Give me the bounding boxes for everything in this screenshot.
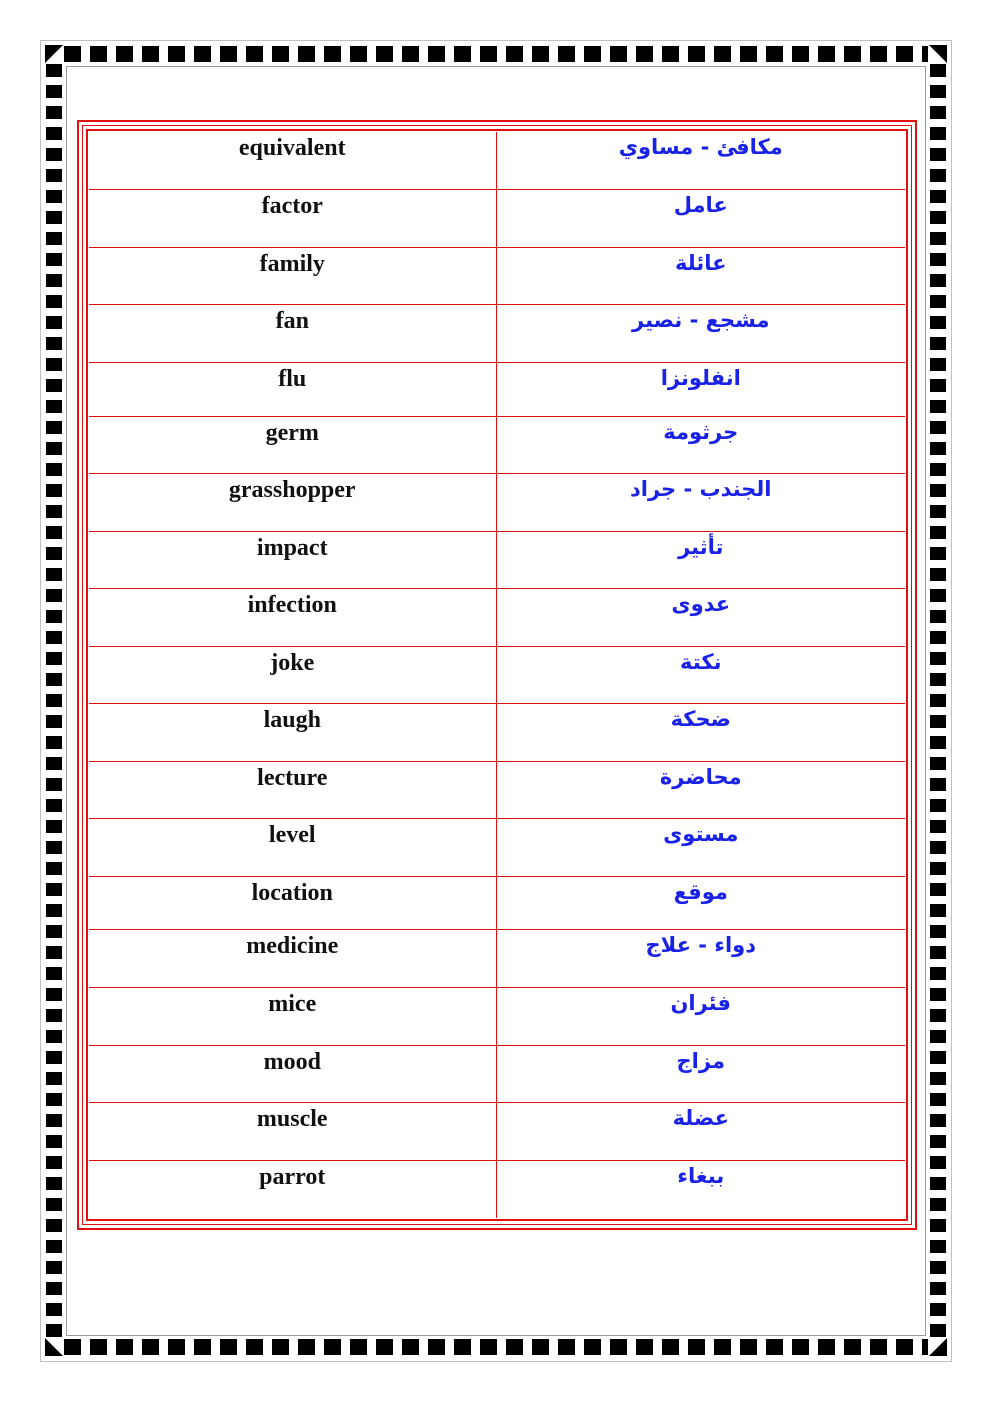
table-row [89, 1045, 905, 1102]
english-word: lecture [257, 764, 328, 791]
table-row [89, 473, 905, 531]
english-word: location [251, 879, 333, 906]
table-row [89, 818, 905, 876]
arabic-translation-cell [496, 473, 905, 531]
table-row [89, 132, 905, 189]
table-row [89, 761, 905, 818]
english-word-cell [89, 132, 496, 189]
arabic-translation: مستوى [663, 821, 739, 846]
arabic-translation-cell [496, 987, 905, 1045]
arabic-translation-cell [496, 1045, 905, 1102]
english-word-cell [89, 1160, 496, 1218]
arabic-translation-cell [496, 132, 905, 189]
english-word: equivalent [238, 135, 346, 161]
english-word-cell [89, 362, 496, 416]
arabic-translation-cell [496, 1160, 905, 1218]
english-word-cell [89, 929, 496, 987]
table-row [89, 703, 905, 761]
table-row [89, 1102, 905, 1160]
arabic-translation-cell [496, 876, 905, 929]
arabic-translation: عدوى [671, 591, 731, 616]
english-word-cell [89, 588, 496, 646]
arabic-translation: ضحكة [670, 706, 731, 731]
table-row [89, 987, 905, 1045]
english-word: infection [247, 591, 337, 618]
arabic-translation-cell [496, 1102, 905, 1160]
english-word: mood [263, 1048, 321, 1075]
arabic-translation-cell [496, 362, 905, 416]
english-word-cell [89, 646, 496, 703]
arabic-translation: موقع [673, 879, 728, 904]
arabic-translation: عائلة [675, 250, 727, 275]
arabic-translation: نكتة [680, 649, 722, 674]
english-word: grasshopper [228, 476, 356, 503]
table-row [89, 304, 905, 362]
table-row [89, 646, 905, 703]
arabic-translation: تأثير [678, 534, 724, 559]
arabic-translation: مكافئ - مساوي [618, 135, 783, 159]
arabic-translation: عامل [673, 192, 728, 217]
table-row [89, 929, 905, 987]
english-word: impact [256, 534, 328, 561]
arabic-translation: فئران [670, 990, 731, 1015]
table-row [89, 247, 905, 304]
english-word-cell [89, 247, 496, 304]
arabic-translation: مزاج [676, 1048, 725, 1073]
arabic-translation: دواء - علاج [645, 932, 757, 957]
decorative-border-left [46, 64, 62, 1338]
english-word-cell [89, 304, 496, 362]
arabic-translation: جرثومة [663, 419, 739, 444]
english-word: laugh [263, 706, 321, 733]
english-word-cell [89, 189, 496, 247]
table-row [89, 416, 905, 473]
table-row [89, 531, 905, 588]
english-word: fan [275, 307, 309, 334]
vocabulary-table [89, 132, 905, 1218]
decorative-border-top [64, 46, 928, 62]
arabic-translation-cell [496, 247, 905, 304]
table-row [89, 362, 905, 416]
arabic-translation-cell [496, 416, 905, 473]
english-word-cell [89, 987, 496, 1045]
english-word: muscle [256, 1105, 328, 1132]
table-row [89, 189, 905, 247]
arabic-translation-cell [496, 703, 905, 761]
arabic-translation: الجندب - جراد [629, 476, 772, 501]
decorative-border-right [930, 64, 946, 1338]
english-word: medicine [246, 932, 339, 959]
arabic-translation-cell [496, 929, 905, 987]
english-word: germ [265, 419, 319, 446]
arabic-translation: مشجع - نصير [632, 307, 770, 332]
arabic-translation-cell [496, 588, 905, 646]
table-row [89, 876, 905, 929]
table-row [89, 588, 905, 646]
english-word-cell [89, 531, 496, 588]
english-word: flu [278, 365, 307, 392]
arabic-translation-cell [496, 761, 905, 818]
english-word: family [259, 250, 325, 277]
english-word: level [268, 821, 316, 848]
arabic-translation: محاضرة [659, 764, 742, 789]
arabic-translation-cell [496, 818, 905, 876]
arabic-translation: عضلة [672, 1105, 729, 1130]
english-word-cell [89, 1045, 496, 1102]
english-word: joke [270, 649, 315, 676]
english-word-cell [89, 1102, 496, 1160]
arabic-translation-cell [496, 304, 905, 362]
english-word: factor [261, 192, 323, 219]
table-row [89, 1160, 905, 1218]
english-word-cell [89, 703, 496, 761]
arabic-translation: ببغاء [677, 1163, 725, 1188]
arabic-translation-cell [496, 189, 905, 247]
english-word: parrot [259, 1163, 326, 1190]
english-word-cell [89, 818, 496, 876]
arabic-translation: انفلونزا [660, 365, 741, 390]
english-word-cell [89, 761, 496, 818]
arabic-translation-cell [496, 646, 905, 703]
arabic-translation-cell [496, 531, 905, 588]
english-word: mice [268, 990, 317, 1017]
english-word-cell [89, 876, 496, 929]
decorative-border-bottom [64, 1339, 928, 1355]
english-word-cell [89, 416, 496, 473]
english-word-cell [89, 473, 496, 531]
